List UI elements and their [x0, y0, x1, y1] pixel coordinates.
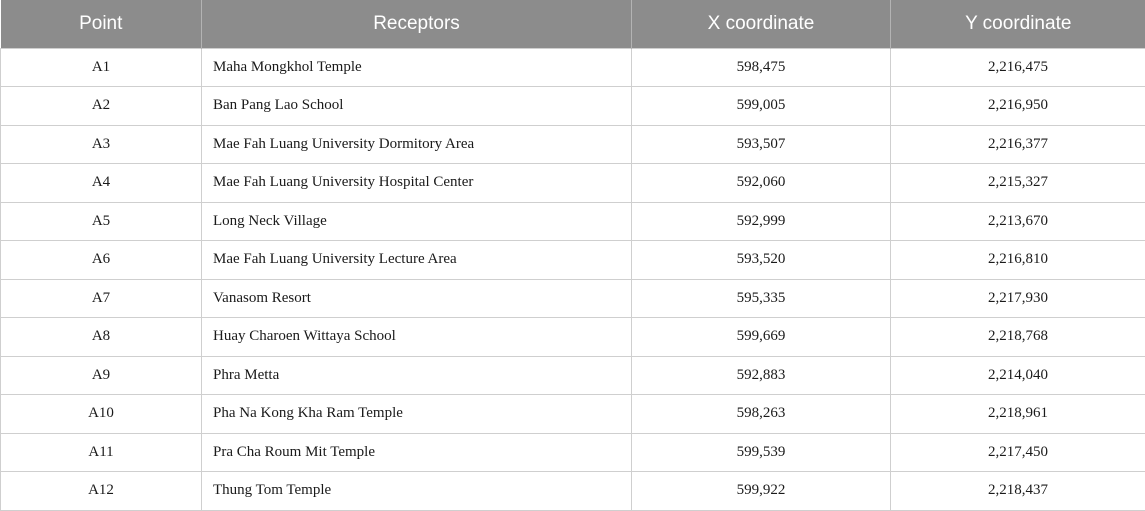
cell-receptor: Maha Mongkhol Temple — [202, 48, 632, 87]
cell-receptor: Pra Cha Roum Mit Temple — [202, 433, 632, 472]
cell-point: A9 — [1, 356, 202, 395]
cell-y-coordinate: 2,217,930 — [891, 279, 1145, 318]
cell-x-coordinate: 593,520 — [632, 241, 891, 280]
cell-y-coordinate: 2,217,450 — [891, 433, 1145, 472]
table-row — [1, 318, 1145, 357]
cell-point: A4 — [1, 164, 202, 203]
table-header — [1, 0, 1145, 48]
cell-x-coordinate: 598,475 — [632, 48, 891, 87]
cell-receptor: Vanasom Resort — [202, 279, 632, 318]
cell-x-coordinate: 592,060 — [632, 164, 891, 203]
header-receptors: Receptors — [202, 0, 632, 48]
cell-x-coordinate: 592,883 — [632, 356, 891, 395]
cell-receptor: Phra Metta — [202, 356, 632, 395]
table-row — [1, 279, 1145, 318]
cell-x-coordinate: 593,507 — [632, 125, 891, 164]
cell-receptor: Mae Fah Luang University Dormitory Area — [202, 125, 632, 164]
cell-point: A12 — [1, 472, 202, 511]
cell-receptor: Mae Fah Luang University Hospital Center — [202, 164, 632, 203]
table-row — [1, 125, 1145, 164]
header-point: Point — [1, 0, 202, 48]
table-row — [1, 356, 1145, 395]
table-row — [1, 164, 1145, 203]
table-row — [1, 48, 1145, 87]
cell-x-coordinate: 595,335 — [632, 279, 891, 318]
cell-y-coordinate: 2,218,768 — [891, 318, 1145, 357]
cell-x-coordinate: 599,922 — [632, 472, 891, 511]
header-row — [1, 0, 1145, 48]
cell-point: A1 — [1, 48, 202, 87]
cell-point: A7 — [1, 279, 202, 318]
table-row — [1, 202, 1145, 241]
table-row — [1, 433, 1145, 472]
cell-y-coordinate: 2,214,040 — [891, 356, 1145, 395]
header-y-coordinate: Y coordinate — [891, 0, 1145, 48]
cell-y-coordinate: 2,215,327 — [891, 164, 1145, 203]
cell-point: A10 — [1, 395, 202, 434]
cell-point: A8 — [1, 318, 202, 357]
cell-point: A5 — [1, 202, 202, 241]
cell-y-coordinate: 2,216,377 — [891, 125, 1145, 164]
cell-x-coordinate: 599,539 — [632, 433, 891, 472]
cell-point: A6 — [1, 241, 202, 280]
table-row — [1, 472, 1145, 511]
cell-point: A11 — [1, 433, 202, 472]
cell-x-coordinate: 599,005 — [632, 87, 891, 126]
table-row — [1, 395, 1145, 434]
cell-receptor: Mae Fah Luang University Lecture Area — [202, 241, 632, 280]
table-row — [1, 87, 1145, 126]
cell-y-coordinate: 2,216,810 — [891, 241, 1145, 280]
cell-receptor: Ban Pang Lao School — [202, 87, 632, 126]
table-row — [1, 241, 1145, 280]
cell-x-coordinate: 592,999 — [632, 202, 891, 241]
header-x-coordinate: X coordinate — [632, 0, 891, 48]
cell-y-coordinate: 2,216,950 — [891, 87, 1145, 126]
cell-x-coordinate: 598,263 — [632, 395, 891, 434]
cell-x-coordinate: 599,669 — [632, 318, 891, 357]
cell-receptor: Pha Na Kong Kha Ram Temple — [202, 395, 632, 434]
cell-receptor: Huay Charoen Wittaya School — [202, 318, 632, 357]
cell-y-coordinate: 2,218,437 — [891, 472, 1145, 511]
cell-y-coordinate: 2,216,475 — [891, 48, 1145, 87]
cell-receptor: Thung Tom Temple — [202, 472, 632, 511]
cell-y-coordinate: 2,213,670 — [891, 202, 1145, 241]
cell-point: A2 — [1, 87, 202, 126]
cell-y-coordinate: 2,218,961 — [891, 395, 1145, 434]
cell-point: A3 — [1, 125, 202, 164]
table-body — [1, 48, 1145, 510]
cell-receptor: Long Neck Village — [202, 202, 632, 241]
